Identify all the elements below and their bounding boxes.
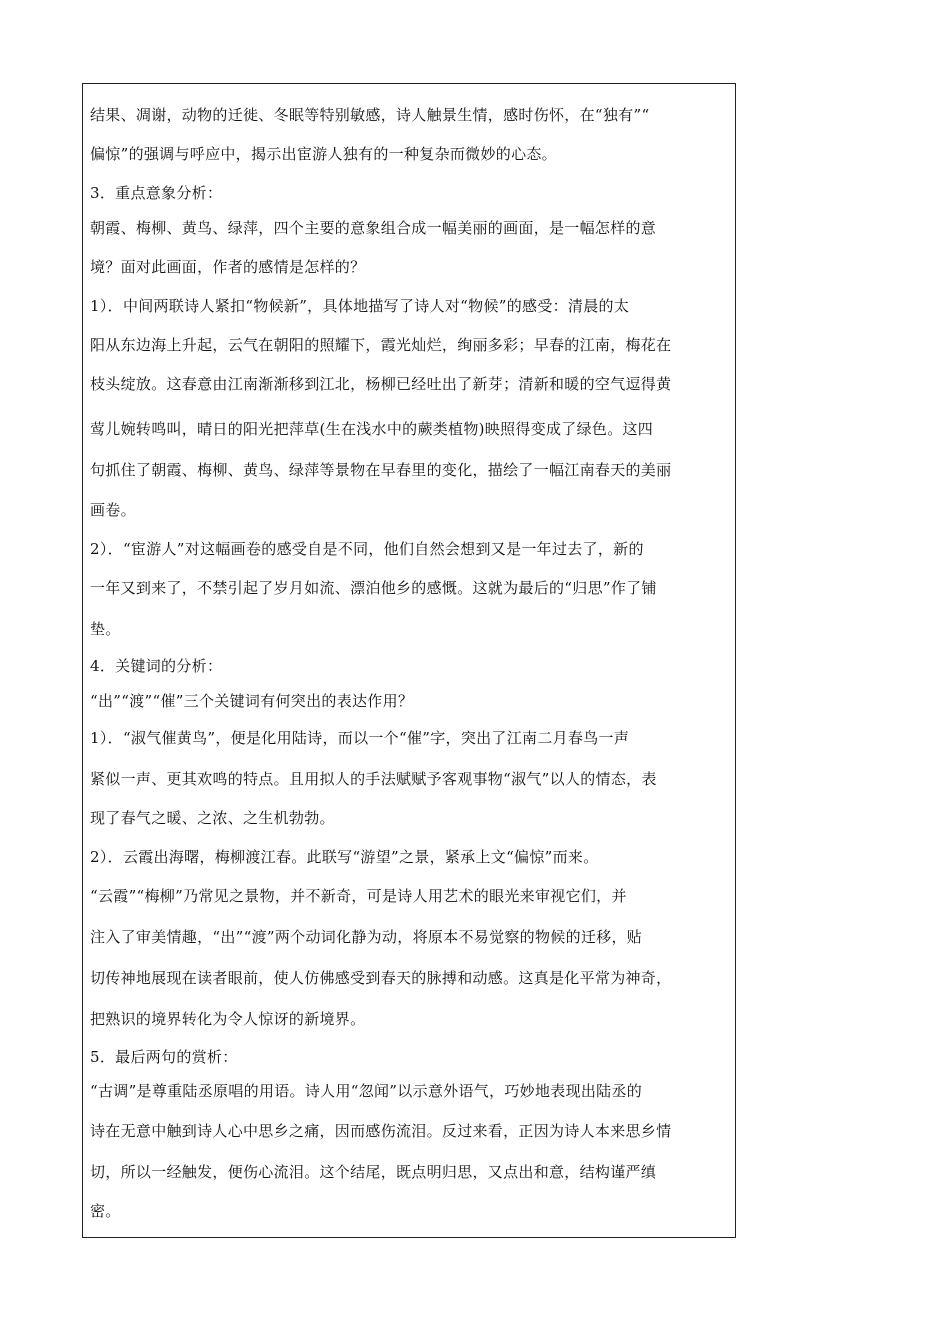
text-line: 紧似一声、更其欢鸣的特点。且用拟人的手法赋赋予客观事物“淑气”以人的情态，表: [90, 770, 657, 788]
text-line: 把熟识的境界转化为令人惊讶的新境界。: [90, 1010, 366, 1028]
section-heading: 5．最后两句的赏析：: [90, 1048, 238, 1066]
text-line: 密。: [90, 1202, 121, 1220]
text-line: 一年又到来了，不禁引起了岁月如流、漂泊他乡的感慨。这就为最后的“归思”作了铺: [90, 579, 657, 597]
text-line: 枝头绽放。这春意由江南渐渐移到江北，杨柳已经吐出了新芽；清新和暖的空气逗得黄: [90, 375, 672, 393]
text-line: 莺儿婉转鸣叫，晴日的阳光把萍草(生在浅水中的蕨类植物)映照得变成了绿色。这四: [90, 420, 654, 438]
text-line: “出”“渡”“催”三个关键词有何突出的表达作用？: [90, 692, 414, 710]
text-line: 注入了审美情趣，“出”“渡”两个动词化静为动，将原本不易觉察的物候的迁移，贴: [90, 928, 643, 946]
text-line: 现了春气之暖、之浓、之生机勃勃。: [90, 809, 335, 827]
text-line: 画卷。: [90, 501, 136, 519]
text-line: “云霞”“梅柳”乃常见之景物，并不新奇，可是诗人用艺术的眼光来审视它们，并: [90, 887, 627, 905]
text-line: 垫。: [90, 620, 121, 638]
text-line: 2）．“宦游人”对这幅画卷的感受自是不同，他们自然会想到又是一年过去了，新的: [90, 540, 644, 558]
text-line: 句抓住了朝霞、梅柳、黄鸟、绿萍等景物在早春里的变化，描绘了一幅江南春天的美丽: [90, 461, 672, 479]
text-line: 阳从东边海上升起，云气在朝阳的照耀下，霞光灿烂，绚丽多彩；早春的江南，梅花在: [90, 336, 672, 354]
text-line: 切，所以一经触发，便伤心流泪。这个结尾，既点明归思，又点出和意，结构谨严缜: [90, 1163, 657, 1181]
text-line: 切传神地展现在读者眼前，使人仿佛感受到春天的脉搏和动感。这真是化平常为神奇，: [90, 969, 672, 987]
text-line: “古调”是尊重陆丞原唱的用语。诗人用“忽闻”以示意外语气，巧妙地表现出陆丞的: [90, 1082, 643, 1100]
text-line: 结果、凋谢，动物的迁徙、冬眠等特别敏感，诗人触景生情，感时伤怀，在“独有”“: [90, 106, 650, 124]
text-line: 1）．“淑气催黄鸟”，便是化用陆诗，而以一个“催”字，突出了江南二月春鸟一声: [90, 729, 630, 747]
text-line: 偏惊”的强调与呼应中，揭示出宦游人独有的一种复杂而微妙的心态。: [90, 145, 557, 163]
section-heading: 4．关键词的分析：: [90, 657, 223, 675]
section-heading: 3．重点意象分析：: [90, 184, 223, 202]
text-line: 朝霞、梅柳、黄鸟、绿萍，四个主要的意象组合成一幅美丽的画面，是一幅怎样的意: [90, 219, 657, 237]
text-line: 1）．中间两联诗人紧扣“物候新”，具体地描写了诗人对“物候”的感受：清晨的太: [90, 297, 630, 315]
text-line: 诗在无意中触到诗人心中思乡之痛，因而感伤流泪。反过来看，正因为诗人本来思乡情: [90, 1122, 672, 1140]
text-line: 境？面对此画面，作者的感情是怎样的？: [90, 258, 366, 276]
text-line: 2）．云霞出海曙，梅柳渡江春。此联写“游望”之景，紧承上文“偏惊”而来。: [90, 848, 599, 866]
